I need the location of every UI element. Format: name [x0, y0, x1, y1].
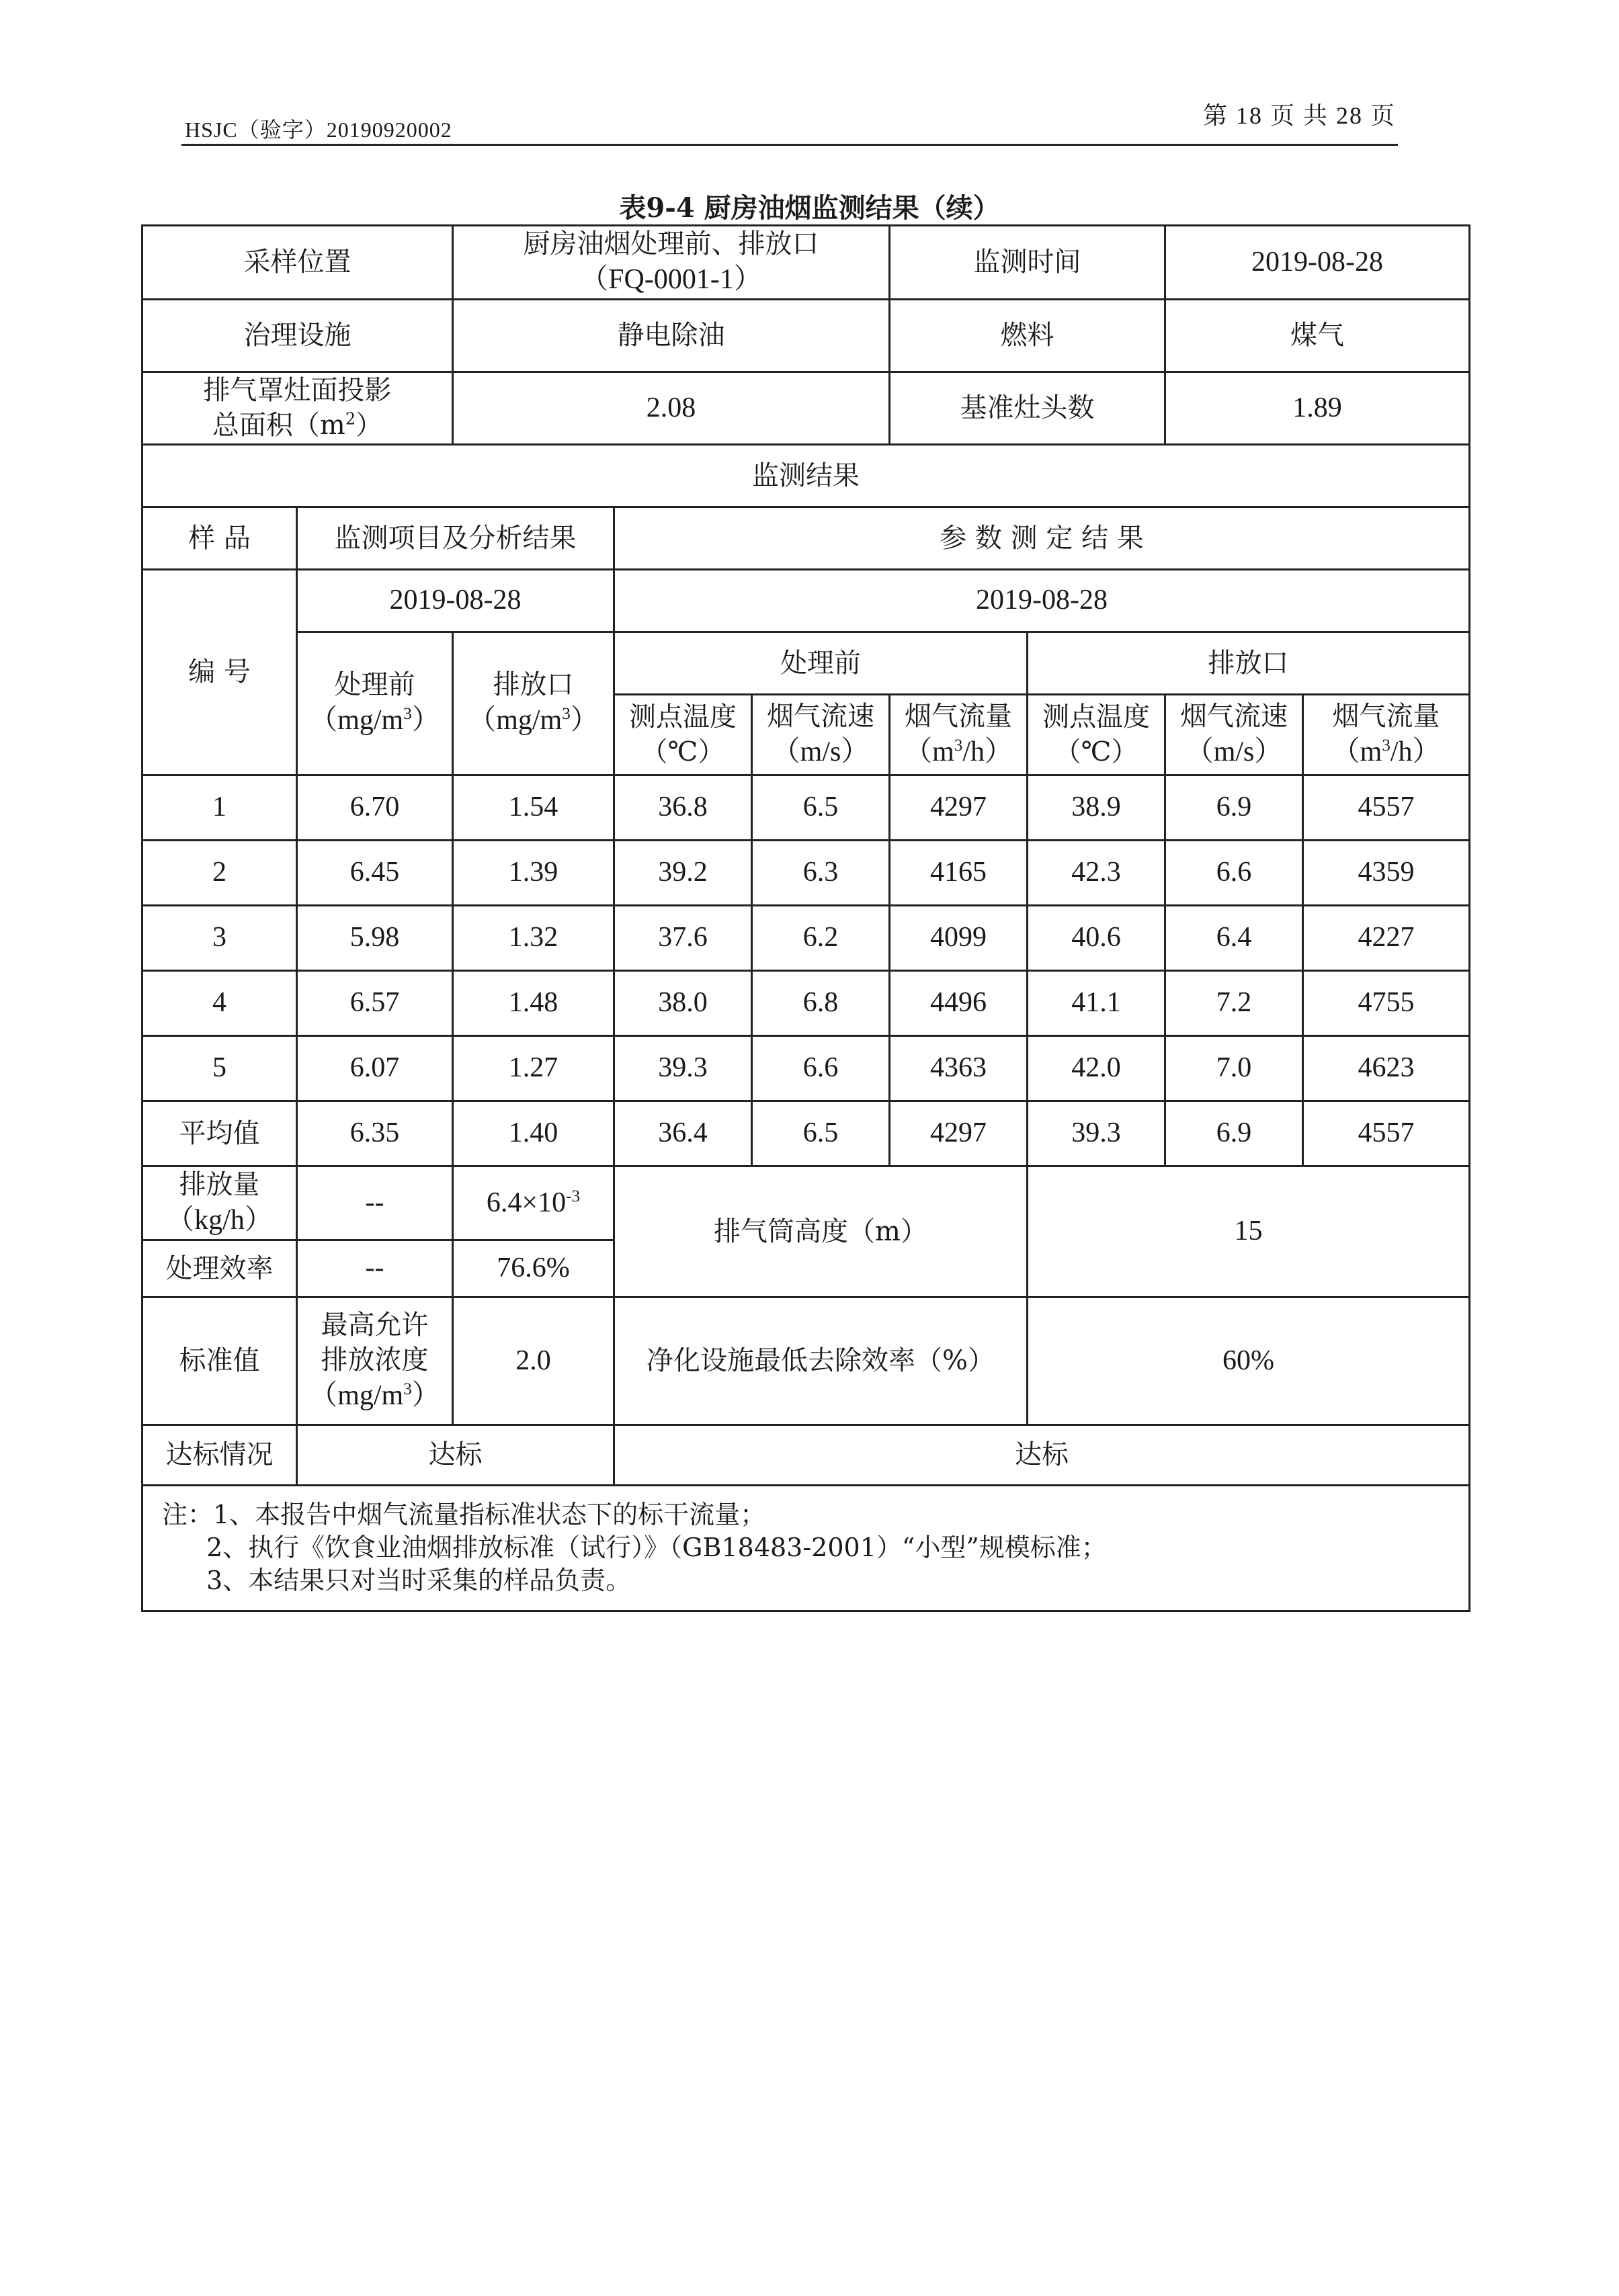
hood-area-unit: 总面积（m — [212, 410, 345, 441]
temp-outlet: 41.1 — [1028, 970, 1165, 1035]
table-row — [142, 905, 1470, 970]
temp-unit-1: （℃） — [640, 736, 725, 768]
treatment-label: 治理设施 — [142, 299, 453, 372]
emission-outlet-exp: -3 — [566, 1187, 581, 1205]
outlet-header-label: 排放口 — [493, 669, 574, 701]
average-row — [142, 1101, 1470, 1166]
velocity-label-1: 烟气流速 — [767, 700, 875, 732]
hood-area-label-line2 — [143, 408, 452, 443]
velocity-header-1 — [752, 694, 890, 775]
burners-label: 基准灶头数 — [890, 372, 1165, 444]
standard-item — [297, 1297, 453, 1425]
page-info: 第 18 页 共 28 页 — [1202, 102, 1396, 129]
header-rule — [181, 144, 1398, 146]
conc-outlet: 1.54 — [453, 775, 614, 840]
velocity-outlet: 6.4 — [1165, 905, 1303, 970]
flow-outlet: 4557 — [1303, 1101, 1470, 1166]
velocity-unit-2: （m/s） — [1185, 736, 1283, 767]
flow-header-1 — [890, 694, 1028, 775]
temp-outlet: 42.0 — [1028, 1035, 1165, 1101]
temp-unit-2: （℃） — [1054, 736, 1138, 768]
table-row — [142, 840, 1470, 905]
conc-outlet: 1.40 — [453, 1101, 614, 1166]
temp-before: 37.6 — [614, 905, 752, 970]
row-id: 1 — [142, 775, 297, 840]
min-efficiency-value: 60% — [1028, 1297, 1470, 1425]
velocity-unit-1: （m/s） — [772, 736, 870, 767]
sampling-location-code: （FQ-0001-1） — [580, 264, 762, 295]
conc-unit-post-2: ） — [570, 705, 599, 736]
note-1: 注：1、本报告中烟气流量指标准状态下的标干流量； — [162, 1499, 766, 1529]
info-row-treatment — [142, 299, 1470, 372]
velocity-before: 6.8 — [752, 970, 890, 1035]
standard-value: 2.0 — [453, 1297, 614, 1425]
flow-unit-sup-2: 3 — [1382, 736, 1390, 755]
flow-outlet: 4359 — [1303, 840, 1470, 905]
velocity-label-2: 烟气流速 — [1180, 700, 1288, 732]
params-header: 参 数 测 定 结 果 — [614, 507, 1470, 569]
table-title: 表9-4 厨房油烟监测结果（续） — [619, 192, 1000, 224]
efficiency-label: 处理效率 — [142, 1240, 297, 1297]
compliance-label: 达标情况 — [142, 1425, 297, 1485]
sampling-location-value — [453, 226, 890, 300]
row-id: 2 — [142, 840, 297, 905]
conc-outlet: 1.48 — [453, 970, 614, 1035]
analysis-header: 监测项目及分析结果 — [297, 507, 614, 569]
outlet-header-unit — [454, 702, 613, 739]
results-title-row — [142, 444, 1470, 507]
fuel-label: 燃料 — [890, 299, 1165, 372]
velocity-before: 6.5 — [752, 1101, 890, 1166]
sample-header: 样 品 — [142, 507, 297, 569]
emission-row — [142, 1166, 1470, 1240]
outlet-header — [453, 632, 614, 775]
row-id: 3 — [142, 905, 297, 970]
velocity-outlet: 6.6 — [1165, 840, 1303, 905]
flow-unit-1 — [890, 734, 1026, 771]
burners-value: 1.89 — [1165, 372, 1470, 444]
note-2: 2、执行《饮食业油烟排放标准（试行）》（GB18483-2001）“小型”规模标准； — [206, 1532, 1107, 1562]
emission-label — [142, 1166, 297, 1240]
hood-area-label — [142, 372, 453, 444]
hood-area-label-line1: 排气罩灶面投影 — [203, 375, 392, 407]
hood-area-unit-end: ） — [356, 410, 383, 441]
param-before-header: 处理前 — [614, 632, 1028, 694]
conc-before: 6.45 — [297, 840, 453, 905]
standard-unit-pre: （mg/m — [309, 1379, 404, 1411]
notes — [142, 1485, 1470, 1611]
compliance-row — [142, 1425, 1470, 1485]
row-id: 5 — [142, 1035, 297, 1101]
conc-unit-pre-2: （mg/m — [468, 705, 563, 736]
hood-area-unit-sup: 2 — [345, 409, 356, 429]
compliance-left: 达标 — [297, 1425, 614, 1485]
flow-before: 4363 — [890, 1035, 1028, 1101]
before-header-unit — [298, 702, 452, 739]
efficiency-before: -- — [297, 1240, 453, 1297]
flow-unit-2 — [1304, 734, 1468, 771]
flow-unit-post-1: /h） — [962, 736, 1013, 767]
flow-before: 4297 — [890, 775, 1028, 840]
emission-outlet-base: 6.4×10 — [486, 1187, 567, 1218]
velocity-outlet: 6.9 — [1165, 775, 1303, 840]
flow-label-2: 烟气流量 — [1332, 700, 1440, 732]
flow-unit-pre-1: （m — [904, 736, 954, 767]
row-id: 平均值 — [142, 1101, 297, 1166]
flow-before: 4165 — [890, 840, 1028, 905]
temp-label-1: 测点温度 — [629, 701, 737, 733]
table-row — [142, 775, 1470, 840]
standard-unit-post: ） — [411, 1379, 440, 1411]
flow-before: 4297 — [890, 1101, 1028, 1166]
velocity-before: 6.3 — [752, 840, 890, 905]
id-header: 编 号 — [142, 569, 297, 775]
flow-before: 4099 — [890, 905, 1028, 970]
flow-unit-pre-2: （m — [1331, 736, 1382, 767]
treatment-value: 静电除油 — [453, 299, 890, 372]
emission-label-line2: （kg/h） — [166, 1204, 273, 1236]
date-row — [142, 569, 1470, 632]
results-title: 监测结果 — [142, 444, 1470, 507]
standard-item-line1: 最高允许 — [321, 1309, 429, 1341]
standard-item-line2: 排放浓度 — [321, 1344, 429, 1375]
flow-before: 4496 — [890, 970, 1028, 1035]
standard-row — [142, 1297, 1470, 1425]
temp-before: 39.3 — [614, 1035, 752, 1101]
conc-outlet: 1.32 — [453, 905, 614, 970]
column-group-row — [142, 507, 1470, 569]
flow-outlet: 4557 — [1303, 775, 1470, 840]
conc-outlet: 1.27 — [453, 1035, 614, 1101]
temp-outlet: 42.3 — [1028, 840, 1165, 905]
velocity-outlet: 6.9 — [1165, 1101, 1303, 1166]
velocity-before: 6.5 — [752, 775, 890, 840]
conc-unit-sup-2: 3 — [562, 705, 571, 724]
table-row — [142, 970, 1470, 1035]
params-date: 2019-08-28 — [614, 569, 1470, 632]
conc-unit-sup: 3 — [403, 705, 412, 724]
emission-outlet — [453, 1166, 614, 1240]
analysis-date: 2019-08-28 — [297, 569, 614, 632]
conc-unit-post: ） — [411, 705, 440, 736]
temp-outlet: 39.3 — [1028, 1101, 1165, 1166]
flow-outlet: 4755 — [1303, 970, 1470, 1035]
flow-outlet: 4623 — [1303, 1035, 1470, 1101]
info-row-area — [142, 372, 1470, 444]
before-header-label: 处理前 — [334, 669, 415, 701]
velocity-outlet: 7.2 — [1165, 970, 1303, 1035]
conc-before: 6.35 — [297, 1101, 453, 1166]
velocity-outlet: 7.0 — [1165, 1035, 1303, 1101]
conc-before: 5.98 — [297, 905, 453, 970]
efficiency-outlet: 76.6% — [453, 1240, 614, 1297]
temp-before: 38.0 — [614, 970, 752, 1035]
row-id: 4 — [142, 970, 297, 1035]
velocity-header-2 — [1165, 694, 1303, 775]
fuel-value: 煤气 — [1165, 299, 1470, 372]
sampling-location-label: 采样位置 — [142, 226, 453, 300]
monitoring-table — [141, 224, 1470, 1612]
temp-label-2: 测点温度 — [1042, 701, 1151, 733]
hood-area-value: 2.08 — [453, 372, 890, 444]
temp-header-2 — [1028, 694, 1165, 775]
conc-before: 6.70 — [297, 775, 453, 840]
flow-header-2 — [1303, 694, 1470, 775]
param-outlet-header: 排放口 — [1028, 632, 1470, 694]
flow-label-1: 烟气流量 — [905, 700, 1013, 732]
flow-outlet: 4227 — [1303, 905, 1470, 970]
temp-before: 39.2 — [614, 840, 752, 905]
table-row — [142, 1035, 1470, 1101]
temp-outlet: 40.6 — [1028, 905, 1165, 970]
conc-unit-pre: （mg/m — [309, 705, 404, 736]
conc-before: 6.57 — [297, 970, 453, 1035]
monitoring-time-value: 2019-08-28 — [1165, 226, 1470, 300]
note-3: 3、本结果只对当时采集的样品负责。 — [206, 1566, 632, 1596]
flow-unit-post-2: /h） — [1390, 736, 1441, 767]
temp-header-1 — [614, 694, 752, 775]
conc-before: 6.07 — [297, 1035, 453, 1101]
before-header — [297, 632, 453, 775]
temp-before: 36.4 — [614, 1101, 752, 1166]
emission-before: -- — [297, 1166, 453, 1240]
min-efficiency-label: 净化设施最低去除效率（%） — [614, 1297, 1028, 1425]
stack-height-value: 15 — [1028, 1166, 1470, 1297]
flow-unit-sup-1: 3 — [954, 736, 963, 755]
monitoring-time-label: 监测时间 — [890, 226, 1165, 300]
report-id: HSJC（验字）20190920002 — [185, 118, 452, 142]
conc-outlet: 1.39 — [453, 840, 614, 905]
standard-unit-sup: 3 — [403, 1379, 412, 1398]
temp-outlet: 38.9 — [1028, 775, 1165, 840]
info-row-location — [142, 226, 1470, 300]
velocity-before: 6.6 — [752, 1035, 890, 1101]
emission-label-line1: 排放量 — [179, 1168, 260, 1200]
stack-height-label: 排气筒高度（m） — [614, 1166, 1028, 1297]
standard-label: 标准值 — [142, 1297, 297, 1425]
compliance-right: 达标 — [614, 1425, 1470, 1485]
temp-before: 36.8 — [614, 775, 752, 840]
sampling-location-name: 厨房油烟处理前、排放口 — [523, 228, 819, 259]
standard-item-line3 — [298, 1377, 452, 1414]
subheader-row — [142, 632, 1470, 694]
velocity-before: 6.2 — [752, 905, 890, 970]
notes-row — [142, 1485, 1470, 1611]
